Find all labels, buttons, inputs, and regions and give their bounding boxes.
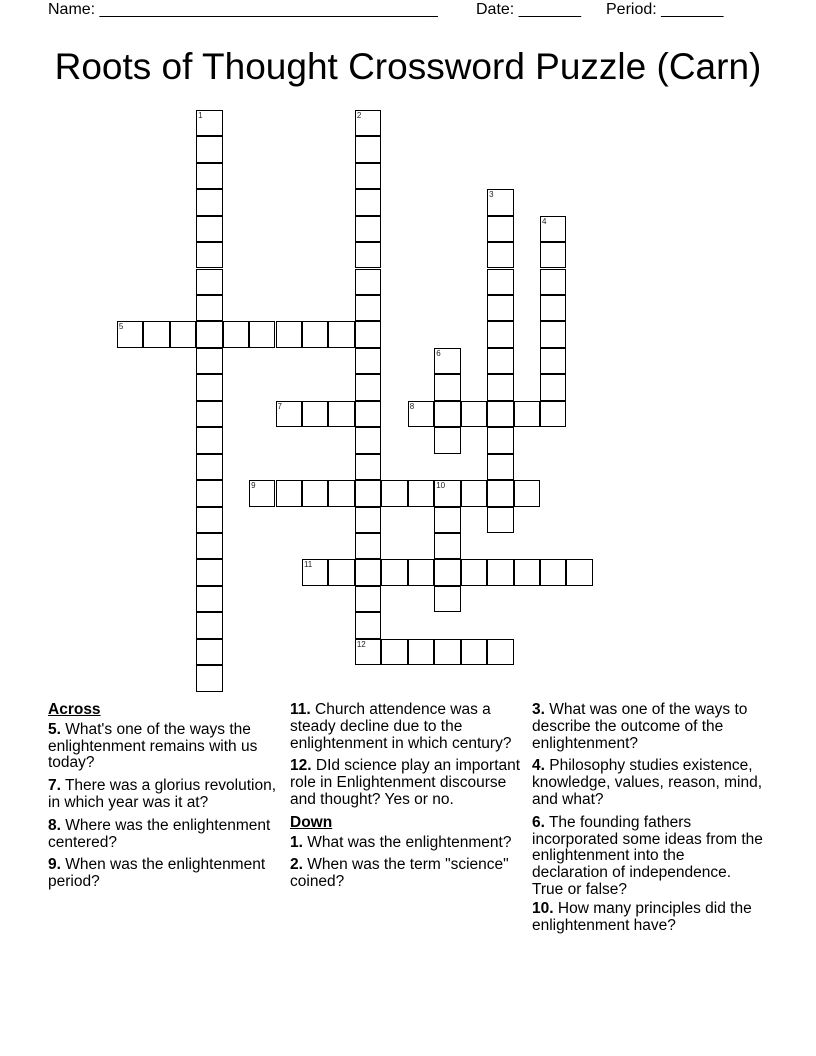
clue-down-2: 2. When was the term "science" coined? — [290, 856, 509, 891]
grid-cell[interactable] — [355, 189, 381, 215]
date-label: Date: — [476, 1, 515, 18]
grid-cell[interactable] — [196, 401, 222, 427]
clue-number: 9 — [251, 481, 256, 491]
grid-cell[interactable] — [196, 110, 222, 136]
grid-cell[interactable] — [276, 321, 302, 347]
grid-cell[interactable] — [328, 559, 354, 585]
grid-cell[interactable] — [355, 401, 381, 427]
clue-number: 12 — [356, 639, 366, 649]
grid-cell[interactable] — [434, 374, 460, 400]
grid-cell[interactable] — [355, 216, 381, 242]
grid-cell[interactable] — [381, 480, 407, 506]
grid-cell[interactable] — [540, 348, 566, 374]
grid-cell[interactable] — [487, 321, 513, 347]
grid-cell[interactable] — [355, 533, 381, 559]
grid-cell[interactable] — [487, 639, 513, 665]
grid-cell[interactable] — [276, 480, 302, 506]
grid-cell[interactable] — [196, 507, 222, 533]
grid-cell[interactable] — [434, 480, 460, 506]
grid-cell[interactable] — [355, 374, 381, 400]
clue-column-2 — [290, 702, 522, 897]
clue-number: 2 — [356, 110, 362, 120]
grid-cell[interactable] — [487, 454, 513, 480]
grid-cell[interactable] — [434, 427, 460, 453]
grid-cell[interactable] — [487, 295, 513, 321]
grid-cell[interactable] — [196, 665, 222, 691]
clue-down-3: 3. What was one of the ways to describe the outcome of the enlightenment? — [532, 701, 748, 752]
grid-cell[interactable] — [196, 136, 222, 162]
grid-cell[interactable] — [196, 559, 222, 585]
grid-cell[interactable] — [540, 269, 566, 295]
date-line: _______ — [518, 1, 581, 18]
clue-number: 1 — [198, 110, 203, 120]
grid-cell[interactable] — [434, 348, 460, 374]
grid-cell[interactable] — [223, 321, 249, 347]
clue-number: 5 — [118, 322, 124, 332]
grid-cell[interactable] — [434, 533, 460, 559]
grid-cell[interactable] — [540, 401, 566, 427]
clue-down-4: 4. Philosophy studies existence, knowledge, values, reason, mind, and what? — [532, 757, 763, 808]
grid-cell[interactable] — [249, 480, 275, 506]
grid-cell[interactable] — [196, 163, 222, 189]
grid-cell[interactable] — [540, 321, 566, 347]
clue-number: 6 — [436, 348, 441, 358]
grid-cell[interactable] — [487, 480, 513, 506]
grid-cell[interactable] — [196, 242, 222, 268]
grid-cell[interactable] — [540, 242, 566, 268]
grid-cell[interactable] — [355, 427, 381, 453]
grid-cell[interactable] — [514, 480, 540, 506]
clue-across-12: 12. DId science play an important role in Enlightenment discourse and thought? Yes or no. — [290, 757, 521, 808]
clue-across-11: 11. Church attendence was a steady decline due to the enlightenment in which century? — [290, 701, 512, 752]
grid-cell[interactable] — [328, 401, 354, 427]
grid-cell[interactable] — [328, 321, 354, 347]
grid-cell[interactable] — [487, 427, 513, 453]
grid-cell[interactable] — [170, 321, 196, 347]
grid-cell[interactable] — [355, 639, 381, 665]
grid-cell[interactable] — [540, 295, 566, 321]
clue-number: 8 — [409, 401, 415, 411]
grid-cell[interactable] — [434, 639, 460, 665]
grid-cell[interactable] — [540, 216, 566, 242]
grid-cell[interactable] — [355, 136, 381, 162]
grid-cell[interactable] — [540, 559, 566, 585]
grid-cell[interactable] — [302, 401, 328, 427]
clue-number: 10 — [436, 481, 446, 491]
grid-cell[interactable] — [540, 374, 566, 400]
clue-number: 11 — [303, 560, 313, 570]
page-title: Roots of Thought Crossword Puzzle (Carn) — [54, 46, 762, 87]
grid-cell[interactable] — [566, 559, 592, 585]
grid-cell[interactable] — [355, 348, 381, 374]
grid-cell[interactable] — [355, 612, 381, 638]
name-label: Name: — [48, 1, 96, 18]
grid-cell[interactable] — [355, 454, 381, 480]
grid-cell[interactable] — [487, 348, 513, 374]
grid-cell[interactable] — [408, 559, 434, 585]
grid-cell[interactable] — [355, 295, 381, 321]
grid-cell[interactable] — [328, 480, 354, 506]
grid-cell[interactable] — [487, 189, 513, 215]
down-heading: Down — [290, 813, 333, 831]
grid-cell[interactable] — [514, 401, 540, 427]
clue-number: 3 — [489, 190, 494, 200]
grid-cell[interactable] — [434, 401, 460, 427]
grid-cell[interactable] — [381, 559, 407, 585]
clue-across-8: 8. Where was the enlightenment centered? — [48, 816, 271, 851]
grid-cell[interactable] — [461, 559, 487, 585]
grid-cell[interactable] — [487, 242, 513, 268]
clue-across-5: 5. What's one of the ways the enlightenment remains with us today? — [48, 720, 258, 772]
grid-cell[interactable] — [355, 507, 381, 533]
grid-cell[interactable] — [461, 480, 487, 506]
grid-cell[interactable] — [196, 189, 222, 215]
grid-cell[interactable] — [355, 321, 381, 347]
grid-cell[interactable] — [355, 559, 381, 585]
grid-cell[interactable] — [487, 269, 513, 295]
grid-cell[interactable] — [196, 374, 222, 400]
grid-cell[interactable] — [302, 480, 328, 506]
grid-cell[interactable] — [487, 401, 513, 427]
grid-cell[interactable] — [276, 401, 302, 427]
grid-cell[interactable] — [196, 269, 222, 295]
grid-cell[interactable] — [514, 559, 540, 585]
grid-cell[interactable] — [434, 559, 460, 585]
grid-cell[interactable] — [196, 480, 222, 506]
clue-number: 4 — [542, 216, 547, 226]
grid-cell[interactable] — [117, 321, 143, 347]
grid-cell[interactable] — [196, 295, 222, 321]
grid-cell[interactable] — [196, 533, 222, 559]
grid-cell[interactable] — [302, 321, 328, 347]
period-label: Period: — [606, 1, 657, 18]
name-line: ______________________________________ — [99, 1, 438, 18]
period-line: _______ — [661, 1, 724, 18]
grid-cell[interactable] — [487, 559, 513, 585]
grid-cell[interactable] — [381, 639, 407, 665]
clue-column-3 — [532, 702, 764, 940]
clue-column-1 — [48, 700, 280, 897]
clue-down-10: 10. How many principles did the enlightenment have? — [532, 899, 752, 934]
grid-cell[interactable] — [143, 321, 169, 347]
grid-cell[interactable] — [196, 216, 222, 242]
grid-cell[interactable] — [408, 639, 434, 665]
clue-down-6: 6. The founding fathers incorporated some ideas from the enlightenment into the declaration of independence. True or false? — [532, 813, 763, 898]
grid-cell[interactable] — [196, 639, 222, 665]
grid-cell[interactable] — [487, 507, 513, 533]
grid-cell[interactable] — [302, 559, 328, 585]
grid-cell[interactable] — [408, 480, 434, 506]
grid-cell[interactable] — [408, 401, 434, 427]
clue-across-7: 7. There was a glorius revolution, in which year was it at? — [48, 777, 277, 811]
clue-down-1: 1. What was the enlightenment? — [290, 833, 512, 851]
grid-cell[interactable] — [196, 454, 222, 480]
clue-across-9: 9. When was the enlightenment period? — [48, 856, 266, 891]
across-heading: Across — [48, 701, 101, 718]
grid-cell[interactable] — [196, 321, 222, 347]
grid-cell[interactable] — [461, 639, 487, 665]
grid-cell[interactable] — [487, 216, 513, 242]
grid-cell[interactable] — [196, 586, 222, 612]
grid-cell[interactable] — [355, 480, 381, 506]
grid-cell[interactable] — [461, 401, 487, 427]
grid-cell[interactable] — [487, 374, 513, 400]
grid-cell[interactable] — [196, 427, 222, 453]
grid-cell[interactable] — [196, 348, 222, 374]
grid-cell[interactable] — [249, 321, 275, 347]
clue-number: 7 — [277, 401, 282, 411]
grid-cell[interactable] — [355, 110, 381, 136]
grid-cell[interactable] — [355, 242, 381, 268]
grid-cell[interactable] — [434, 507, 460, 533]
grid-cell[interactable] — [355, 586, 381, 612]
grid-cell[interactable] — [355, 163, 381, 189]
grid-cell[interactable] — [434, 586, 460, 612]
grid-cell[interactable] — [355, 269, 381, 295]
grid-cell[interactable] — [196, 612, 222, 638]
